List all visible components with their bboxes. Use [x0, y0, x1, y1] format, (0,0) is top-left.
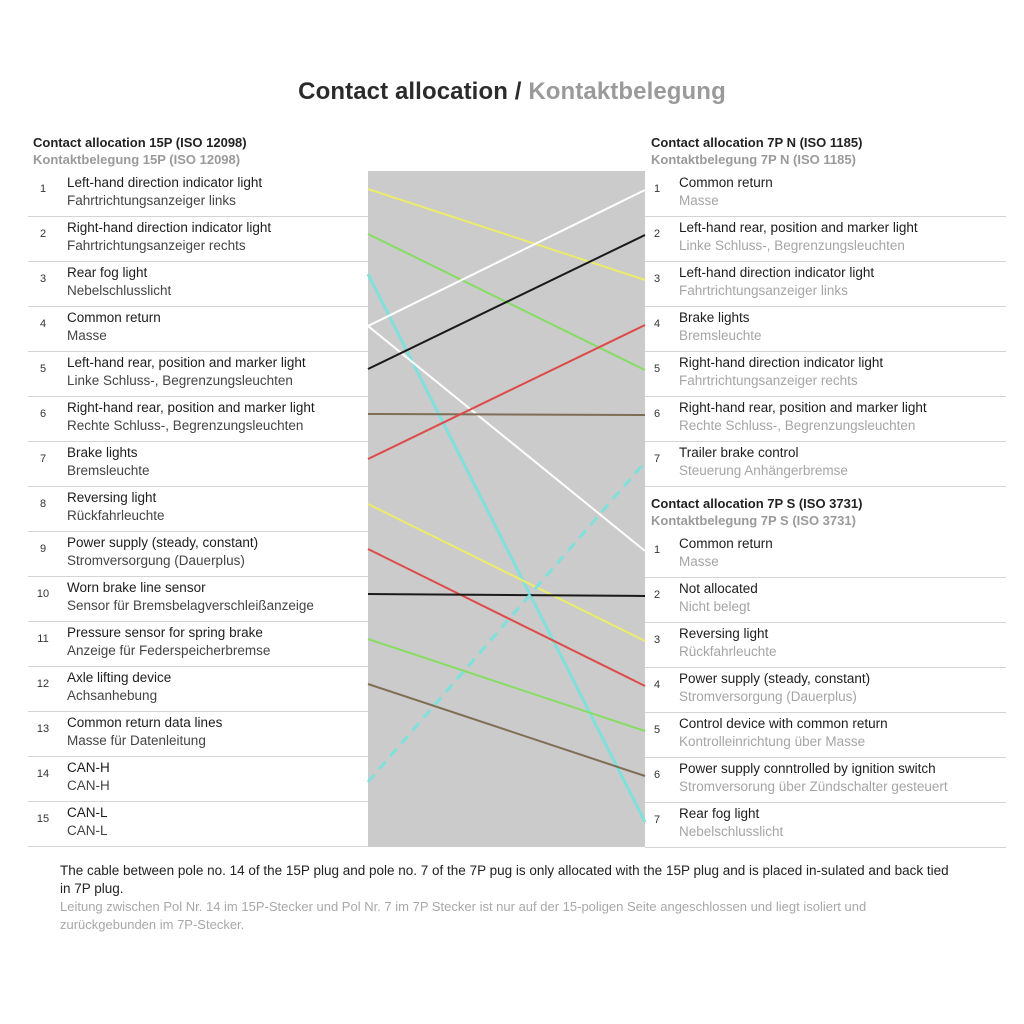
pin-label-german: Kontrolleinrichtung über Masse: [679, 734, 866, 749]
pin-number: 1: [653, 183, 661, 195]
pin-label-german: Linke Schluss-, Begrenzungsleuchten: [67, 373, 293, 388]
left-row-12: [28, 667, 368, 712]
pin-number: 6: [653, 408, 661, 420]
pin-number: 7: [653, 814, 661, 826]
pin-number: 5: [653, 724, 661, 736]
left-row-15: [28, 802, 368, 847]
pin-label-german: CAN-H: [67, 778, 110, 793]
pin-number: 15: [36, 813, 50, 825]
right_n-row-1: [645, 172, 1006, 217]
right_n-row-5: [645, 352, 1006, 397]
pin-label-english: Power supply (steady, constant): [679, 671, 871, 686]
right_s-row-3: [645, 623, 1006, 668]
pin-number: 9: [39, 543, 47, 555]
pin-number: 3: [653, 634, 661, 646]
pin-label-english: Brake lights: [679, 310, 750, 325]
pin-label-german: Masse: [67, 328, 107, 343]
pin-number: 11: [37, 633, 49, 645]
pin-number: 1: [653, 544, 661, 556]
pin-label-german: Rechte Schluss-, Begrenzungsleuchten: [679, 418, 916, 433]
pin-label-german: Nicht belegt: [679, 599, 751, 614]
pin-label-german: Steuerung Anhängerbremse: [679, 463, 848, 478]
right_s-row-1: [645, 533, 1006, 578]
footnote-english: The cable between pole no. 14 of the 15P plug and pole no. 7 of the 7P pug is only allocated with the 15P plug and is placed in-sulated and back tied in 7P plug.: [60, 863, 949, 896]
pin-number: 2: [653, 589, 661, 601]
pin-label-german: Bremsleuchte: [67, 463, 150, 478]
pin-number: 12: [36, 678, 50, 690]
pin-label-english: Not allocated: [679, 581, 758, 596]
pin-label-german: Masse: [679, 193, 719, 208]
left-row-13: [28, 712, 368, 757]
left-row-5: [28, 352, 368, 397]
pin-label-german: Achsanhebung: [67, 688, 158, 703]
pin-label-german: Fahrtrichtungsanzeiger links: [67, 193, 236, 208]
title-german: Kontaktbelegung: [528, 78, 726, 105]
left-heading-english: Contact allocation 15P (ISO 12098): [33, 135, 247, 150]
pin-number: 2: [39, 228, 47, 240]
right_s-row-4: [645, 668, 1006, 713]
right-n-heading-german: Kontaktbelegung 7P N (ISO 1185): [651, 152, 856, 167]
pin-label-german: Linke Schluss-, Begrenzungsleuchten: [679, 238, 905, 253]
right_n-row-2: [645, 217, 1006, 262]
right-s-heading-german: Kontaktbelegung 7P S (ISO 3731): [651, 513, 856, 528]
pin-label-english: Rear fog light: [679, 806, 760, 821]
pin-label-german: Stromversorgung (Dauerplus): [679, 689, 857, 704]
pin-label-german: Fahrtrichtungsanzeiger rechts: [67, 238, 246, 253]
right_s-row-7: [645, 803, 1006, 848]
title-english: Contact allocation: [298, 78, 508, 105]
left-row-6: [28, 397, 368, 442]
pin-label-english: CAN-L: [67, 805, 108, 820]
footnote: [60, 862, 960, 933]
pin-label-english: Right-hand direction indicator light: [679, 355, 884, 370]
pin-label-german: Masse für Datenleitung: [67, 733, 206, 748]
left-heading-german: Kontaktbelegung 15P (ISO 12098): [33, 152, 241, 167]
pin-label-german: Nebelschlusslicht: [67, 283, 172, 298]
pin-label-german: Fahrtrichtungsanzeiger rechts: [679, 373, 858, 388]
right_s-row-5: [645, 713, 1006, 758]
pin-label-english: Power supply conntrolled by ignition switch: [679, 761, 936, 776]
title-separator: /: [514, 78, 522, 105]
pin-label-english: Rear fog light: [67, 265, 148, 280]
pin-label-english: Right-hand rear, position and marker light: [67, 400, 315, 415]
pin-number: 14: [36, 768, 50, 780]
pin-number: 4: [653, 679, 661, 691]
pin-label-english: Reversing light: [67, 490, 157, 505]
pin-label-german: Masse: [679, 554, 719, 569]
right-n-section-heading: [651, 134, 862, 168]
pin-label-english: Reversing light: [679, 626, 769, 641]
pin-label-english: Left-hand direction indicator light: [679, 265, 875, 280]
pin-label-english: Control device with common return: [679, 716, 888, 731]
pin-number: 4: [39, 318, 47, 330]
pin-label-english: Axle lifting device: [67, 670, 172, 685]
right_n-row-4: [645, 307, 1006, 352]
pin-label-english: Pressure sensor for spring brake: [67, 625, 263, 640]
pin-label-english: Trailer brake control: [679, 445, 799, 460]
footnote-german: Leitung zwischen Pol Nr. 14 im 15P-Stecker und Pol Nr. 7 im 7P Stecker ist nur auf der 15-poligen Seite angeschlossen und liegt isoliert und zurückgebunden im 7P-Stecker.: [60, 899, 867, 932]
pin-number: 7: [653, 453, 661, 465]
left-row-14: [28, 757, 368, 802]
pin-label-english: Right-hand direction indicator light: [67, 220, 272, 235]
pin-label-german: Stromversorung über Zündschalter gesteuert: [679, 779, 948, 794]
pin-number: 2: [653, 228, 661, 240]
pin-label-english: Common return: [679, 175, 773, 190]
left-row-4: [28, 307, 368, 352]
right_n-row-7: [645, 442, 1006, 487]
pin-number: 8: [39, 498, 47, 510]
pin-number: 13: [36, 723, 50, 735]
pin-label-english: Common return data lines: [67, 715, 223, 730]
page-title: [0, 78, 1024, 106]
pin-label-english: Left-hand rear, position and marker light: [67, 355, 306, 370]
left-row-10: [28, 577, 368, 622]
pin-label-english: Common return: [67, 310, 161, 325]
pin-label-english: Brake lights: [67, 445, 138, 460]
pin-label-german: Stromversorgung (Dauerplus): [67, 553, 245, 568]
pin-label-german: Bremsleuchte: [679, 328, 762, 343]
pin-label-german: Rückfahrleuchte: [67, 508, 165, 523]
pin-label-german: Rückfahrleuchte: [679, 644, 777, 659]
pin-label-german: Sensor für Bremsbelagverschleißanzeige: [67, 598, 314, 613]
pin-label-english: Right-hand rear, position and marker light: [679, 400, 927, 415]
right-s-heading-english: Contact allocation 7P S (ISO 3731): [651, 496, 863, 511]
wiring-panel: [368, 171, 645, 847]
right_s-row-6: [645, 758, 1006, 803]
right_n-row-3: [645, 262, 1006, 307]
pin-label-german: Fahrtrichtungsanzeiger links: [679, 283, 848, 298]
left-row-9: [28, 532, 368, 577]
pin-number: 5: [653, 363, 661, 375]
pin-label-german: CAN-L: [67, 823, 108, 838]
left-row-2: [28, 217, 368, 262]
right-n-heading-english: Contact allocation 7P N (ISO 1185): [651, 135, 863, 150]
right-s-section-heading: [651, 495, 862, 529]
pin-label-english: CAN-H: [67, 760, 110, 775]
pin-number: 6: [39, 408, 47, 420]
pin-label-english: Left-hand direction indicator light: [67, 175, 263, 190]
pin-label-english: Left-hand rear, position and marker light: [679, 220, 918, 235]
pin-number: 7: [39, 453, 47, 465]
pin-label-german: Rechte Schluss-, Begrenzungsleuchten: [67, 418, 304, 433]
pin-number: 3: [653, 273, 661, 285]
pin-number: 6: [653, 769, 661, 781]
pin-label-english: Common return: [679, 536, 773, 551]
left-row-8: [28, 487, 368, 532]
right_n-row-6: [645, 397, 1006, 442]
pin-number: 10: [36, 588, 50, 600]
left-row-1: [28, 172, 368, 217]
left-row-11: [28, 622, 368, 667]
pin-label-german: Anzeige für Federspeicherbremse: [67, 643, 271, 658]
left-row-7: [28, 442, 368, 487]
right_s-row-2: [645, 578, 1006, 623]
pin-number: 5: [39, 363, 47, 375]
pin-number: 4: [653, 318, 661, 330]
left-row-3: [28, 262, 368, 307]
pin-label-german: Nebelschlusslicht: [679, 824, 784, 839]
left-section-heading: [33, 134, 247, 168]
pin-label-english: Power supply (steady, constant): [67, 535, 259, 550]
pin-number: 1: [39, 183, 47, 195]
pin-number: 3: [39, 273, 47, 285]
pin-label-english: Worn brake line sensor: [67, 580, 206, 595]
